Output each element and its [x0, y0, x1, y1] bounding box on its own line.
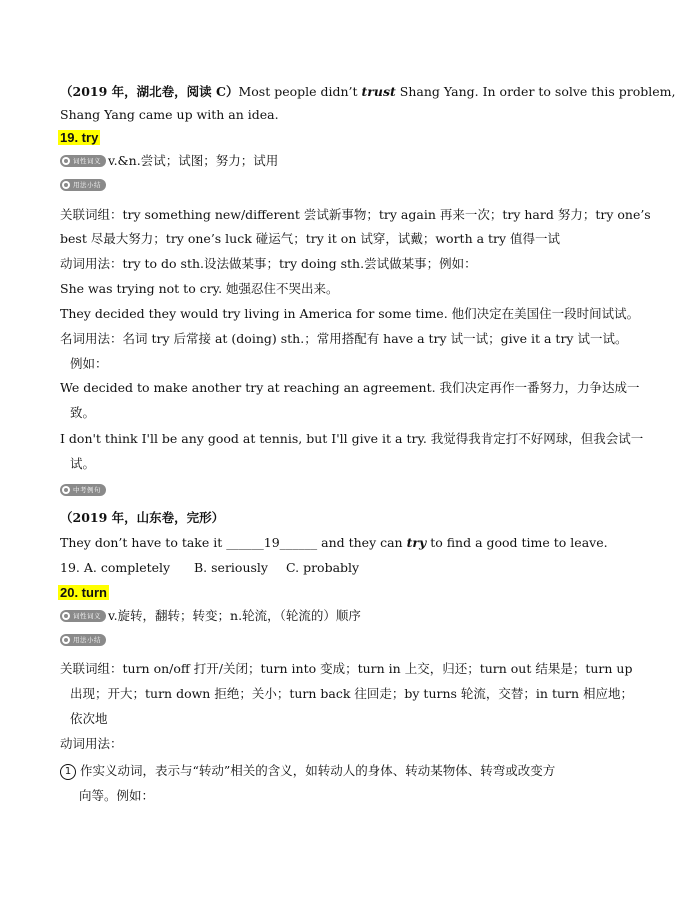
word20-heading: 20. turn	[60, 585, 107, 600]
sec1-intro-b: Shang Yang. In order to solve this problem,	[395, 84, 675, 99]
word20-meaning-tag	[60, 610, 106, 622]
word20-point1-line2: 向等。例如：	[79, 788, 155, 803]
sec2-option-c: C. probably	[286, 560, 360, 575]
word20-phrases-line3: 依次地	[70, 711, 108, 726]
sec2-options	[60, 560, 170, 576]
word20-point1-text: 作实义动词，表示与“转动”相关的含义，如转动人的身体、转动某物体、转弯或改变方	[80, 763, 556, 778]
sec2-sentence-a: They don’t have to take it ______19______ and they can	[60, 535, 407, 550]
tag-label: 词性词义	[73, 157, 101, 165]
word19-example-4-line2: 试。	[70, 456, 96, 471]
word19-verb-usage: 动词用法：try to do sth.设法做某事；try doing sth.尝试做某事；例如：	[60, 256, 477, 271]
word19-example-3-line2: 致。	[70, 405, 96, 420]
word20-meaning: v.旋转，翻转；转变；n.轮流，（轮流的）顺序	[108, 608, 361, 623]
sec1-intro-em: trust	[361, 84, 396, 99]
word19-example-4-line1: I don't think I'll be any good at tennis, but I'll give it a try. 我觉得我肯定打不好网球，但我会试一	[60, 431, 644, 446]
word19-meaning: v.&n.尝试；试图；努力；试用	[108, 153, 279, 168]
sec2-sentence	[60, 535, 608, 551]
tag-label: 用法小结	[73, 636, 101, 644]
sec1-intro-line1	[60, 84, 675, 100]
word20-phrases-line2: 出现；开大；turn down 拒绝；关小；turn back 往回走；by turns 轮流，交替；in turn 相应地；	[70, 686, 634, 701]
word20-usage-tag	[60, 634, 106, 646]
circled-number-icon: 1	[60, 764, 76, 780]
sec1-intro-line2: Shang Yang came up with an idea.	[60, 107, 279, 122]
tag-label: 词性词义	[73, 612, 101, 620]
word19-usage-tag	[60, 179, 106, 191]
word19-noun-usage-line1: 名词用法：名词 try 后常接 at (doing) sth.；常用搭配有 have a try 试一试；give it a try 试一试。	[60, 331, 628, 346]
word19-example-1: She was trying not to cry. 她强忍住不哭出来。	[60, 281, 339, 296]
tag-label: 中考例句	[73, 486, 101, 494]
word19-meaning-tag	[60, 155, 106, 167]
word20-heading-row	[58, 585, 109, 601]
word19-noun-usage-line2: 例如：	[70, 356, 108, 371]
sec1-source: （2019 年，湖北卷，阅读 C）	[60, 84, 239, 99]
sec2-source: （2019 年，山东卷，完形）	[60, 510, 225, 525]
tag-label: 用法小结	[73, 181, 101, 189]
word19-phrases-line1: 关联词组：try something new/different 尝试新事物；try again 再来一次；try hard 努力；try one’s	[60, 207, 651, 222]
sec1-intro-a: Most people didn’t	[238, 84, 362, 99]
word19-example-3-line1: We decided to make another try at reaching an agreement. 我们决定再作一番努力，力争达成一	[60, 380, 640, 395]
word19-example-2: They decided they would try living in America for some time. 他们决定在美国住一段时间试试。	[60, 306, 640, 321]
word19-phrases-line2: best 尽最大努力；try one’s luck 碰运气；try it on 试穿，试戴；worth a try 值得一试	[60, 231, 561, 246]
sec2-option-b: B. seriously	[194, 560, 268, 575]
word20-verb-usage: 动词用法：	[60, 736, 123, 751]
sec2-sentence-b: to find a good time to leave.	[426, 535, 608, 550]
word19-heading: 19. try	[60, 130, 99, 145]
word19-heading-row	[58, 130, 100, 146]
word20-point1-line1	[60, 763, 555, 780]
sec2-sentence-em: try	[406, 535, 427, 550]
word20-phrases-line1: 关联词组：turn on/off 打开/关闭；turn into 变成；turn in 上交，归还；turn out 结果是；turn up	[60, 661, 633, 676]
word19-exam-tag	[60, 484, 106, 496]
sec2-option-a: 19. A. completely	[60, 560, 171, 575]
